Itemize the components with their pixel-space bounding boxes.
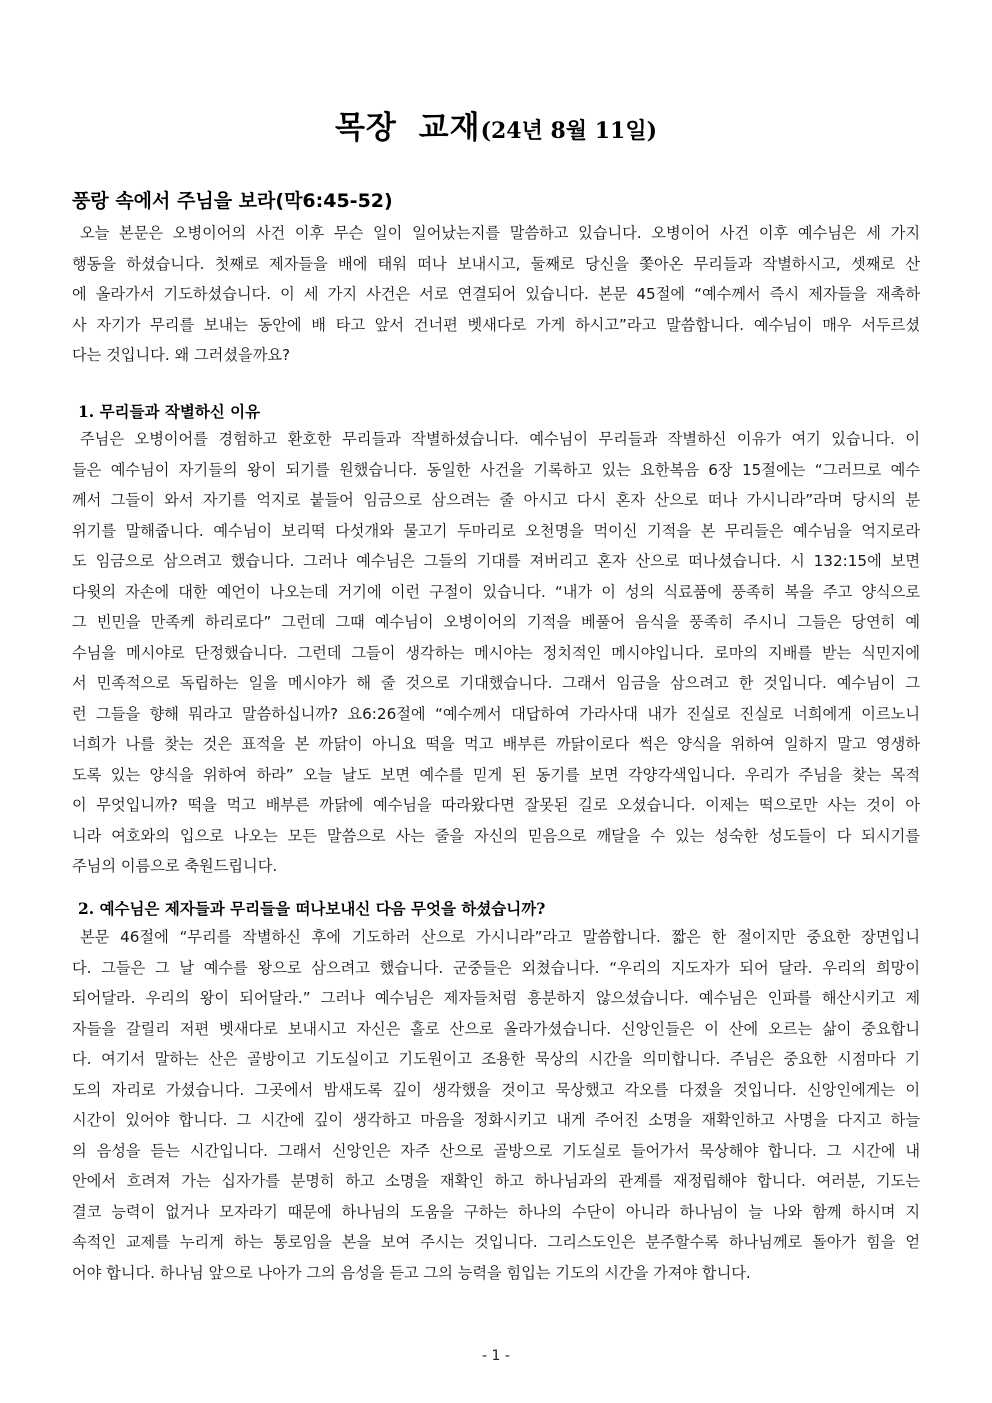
- text-line: 들은 예수님이 자기들의 왕이 되기를 원했습니다. 동일한 사건을 기록하고 있는 요한복음 6장 15절에는 “그러므로 예수: [72, 460, 920, 479]
- text-line: 안에서 흐려져 가는 십자가를 분명히 하고 소명을 재확인 하고 하나님과의 관계를 재정립해야 합니다. 여러분, 기도는: [72, 1172, 920, 1190]
- subsection-heading-2: 2. 예수님은 제자들과 무리들을 떠나보내신 다음 무엇을 하셨습니까?: [78, 899, 546, 918]
- text-line: 자들을 갈릴리 저편 벳새다로 보내시고 자신은 홀로 산으로 올라가셨습니다. 신앙인들은 이 산에 오르는 삶이 중요합니: [72, 1019, 920, 1038]
- text-line: 에 올라가서 기도하셨습니다. 이 세 가지 사건은 서로 연결되어 있습니다. 본문 45절에 “예수께서 즉시 제자들을 재촉하: [72, 285, 920, 303]
- text-line: 다. 그들은 그 날 예수를 왕으로 삼으려고 했습니다. 군중들은 외쳤습니다. “우리의 지도자가 되어 달라. 우리의 희망이: [72, 958, 920, 977]
- text-line: 다는 것입니다. 왜 그러셨을까요?: [72, 346, 291, 364]
- section-1-paragraph: [72, 424, 920, 882]
- text-line: 도의 자리로 가셨습니다. 그곳에서 밤새도록 깊이 생각했을 것이고 묵상했고 각오를 다졌을 것입니다. 신앙인에게는 이: [72, 1080, 920, 1099]
- text-line: 이 무엇입니까? 떡을 먹고 배부른 까닭에 예수님을 따라왔다면 잘못된 길로 오셨습니다. 이제는 떡으로만 사는 것이 아: [72, 796, 920, 814]
- page-title: [0, 102, 992, 147]
- text-line: 의 음성을 듣는 시간입니다. 그래서 신앙인은 자주 산으로 골방으로 기도실로 들어가서 묵상해야 합니다. 그 시간에 내: [72, 1141, 920, 1160]
- text-line: 위기를 말해줍니다. 예수님이 보리떡 다섯개와 물고기 두마리로 오천명을 먹이신 기적을 본 무리들은 예수님을 억지로라: [72, 521, 920, 540]
- text-line: 사 자기가 무리를 보내는 동안에 배 타고 앞서 건너편 벳새다로 가게 하시고”라고 말씀합니다. 예수님이 매우 서두르셨: [72, 315, 920, 334]
- section-heading: 풍랑 속에서 주님을 보라(막6:45-52): [72, 190, 393, 212]
- text-line: 속적인 교제를 누리게 하는 통로임을 본을 보여 주시는 것입니다. 그리스도인은 분주할수록 하나님께로 돌아가 힘을 얻: [72, 1233, 920, 1251]
- text-line: 어야 합니다. 하나님 앞으로 나아가 그의 음성을 듣고 그의 능력을 힘입는 기도의 시간을 가져야 합니다.: [72, 1263, 751, 1282]
- title-main: 목장 교재: [334, 110, 481, 146]
- text-line: 다윗의 자손에 대한 예언이 나오는데 거기에 이런 구절이 있습니다. “내가 이 성의 식료품에 풍족히 복을 주고 양식으로: [72, 582, 920, 601]
- section-2-paragraph: [72, 922, 920, 1288]
- text-line: 께서 그들이 와서 자기를 억지로 붙들어 임금으로 삼으려는 줄 아시고 다시 혼자 산으로 떠나 가시니라”라며 당시의 분: [72, 491, 920, 509]
- title-date: (24년 8월 11일): [480, 118, 657, 144]
- text-line: 행동을 하셨습니다. 첫째로 제자들을 배에 태워 떠나 보내시고, 둘째로 당신을 쫓아온 무리들과 작별하시고, 셋째로 산: [72, 254, 920, 273]
- text-line: 오늘 본문은 오병이어의 사건 이후 무슨 일이 일어났는지를 말씀하고 있습니다. 오병이어 사건 이후 예수님은 세 가지: [80, 224, 920, 242]
- text-line: 본문 46절에 “무리를 작별하신 후에 기도하러 산으로 가시니라”라고 말씀합니다. 짧은 한 절이지만 중요한 장면입니: [80, 928, 920, 946]
- text-line: 다. 여기서 말하는 산은 골방이고 기도실이고 기도원이고 조용한 묵상의 시간을 의미합니다. 주님은 중요한 시점마다 기: [72, 1050, 920, 1068]
- text-line: 니라 여호와의 입으로 나오는 모든 말씀으로 사는 줄을 자신의 믿음으로 깨달을 수 있는 성숙한 성도들이 다 되시기를: [72, 826, 920, 845]
- page-number: - 1 -: [482, 1348, 510, 1364]
- text-line: 서 민족적으로 독립하는 일을 메시야가 해 줄 것으로 기대했습니다. 그래서 임금을 삼으려고 한 것입니다. 예수님이 그: [72, 674, 920, 692]
- text-line: 시간이 있어야 합니다. 그 시간에 깊이 생각하고 마음을 정화시키고 내게 주어진 소명을 재확인하고 사명을 다지고 하늘: [72, 1111, 920, 1129]
- intro-paragraph: [72, 218, 920, 371]
- text-line: 도 임금으로 삼으려고 했습니다. 그러나 예수님은 그들의 기대를 져버리고 혼자 산으로 떠나셨습니다. 시 132:15에 보면: [72, 552, 920, 570]
- text-line: 런 그들을 향해 뭐라고 말씀하십니까? 요6:26절에 “예수께서 대답하여 가라사대 내가 진실로 진실로 너희에게 이르노니: [72, 704, 920, 723]
- subsection-heading-1: 1. 무리들과 작별하신 이유: [78, 402, 261, 421]
- text-line: 주님은 오병이어를 경험하고 환호한 무리들과 작별하셨습니다. 예수님이 무리들과 작별하신 이유가 여기 있습니다. 이: [80, 430, 920, 448]
- text-line: 너희가 나를 찾는 것은 표적을 본 까닭이 아니요 떡을 먹고 배부른 까닭이로다 썩은 양식을 위하여 일하지 말고 영생하: [72, 735, 920, 753]
- text-line: 주님의 이름으로 축원드립니다.: [72, 857, 278, 875]
- text-line: 수님을 메시야로 단정했습니다. 그런데 그들이 생각하는 메시야는 정치적인 메시야입니다. 로마의 지배를 받는 식민지에: [72, 643, 920, 662]
- text-line: 그 빈민을 만족케 하리로다” 그런데 그때 예수님이 오병이어의 기적을 베풀어 음식을 풍족히 주시니 그들은 당연히 예: [72, 613, 920, 631]
- text-line: 결코 능력이 없거나 모자라기 때문에 하나님의 도움을 구하는 하나의 수단이 아니라 하나님이 늘 나와 함께 하시며 지: [72, 1202, 920, 1221]
- text-line: 되어달라. 우리의 왕이 되어달라.” 그러나 예수님은 제자들처럼 흥분하지 않으셨습니다. 예수님은 인파를 해산시키고 제: [72, 989, 920, 1007]
- text-line: 도록 있는 양식을 위하여 하라” 오늘 날도 보면 예수를 믿게 된 동기를 보면 각양각색입니다. 우리가 주님을 찾는 목적: [72, 765, 920, 784]
